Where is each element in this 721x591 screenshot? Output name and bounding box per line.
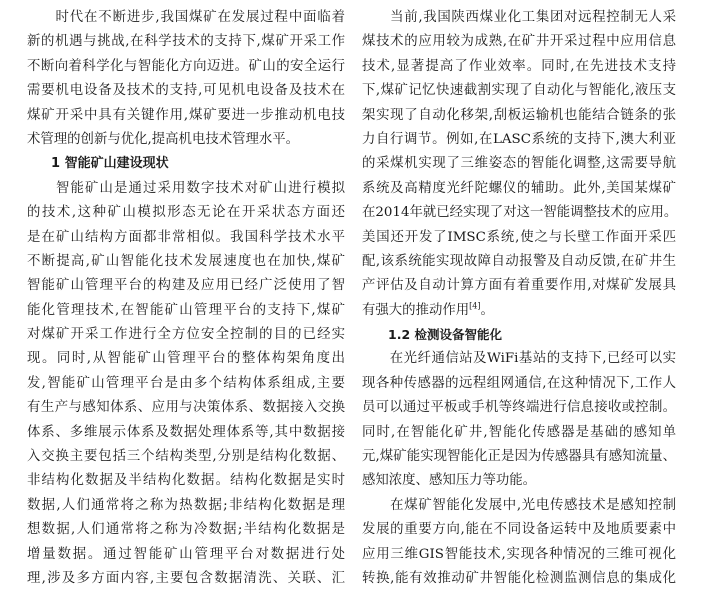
text-line: 对煤矿开采工作进行全方位安全控制的目的已经实 bbox=[27, 327, 345, 343]
text-line: 员可以通过平板或手机等终端进行信息接收或控制。 bbox=[362, 400, 676, 416]
right-column bbox=[362, 6, 676, 591]
text-line: 在煤矿智能化发展中,光电传感技术是感知控制 bbox=[362, 497, 676, 513]
text-line: 在光纤通信站及WiFi基站的支持下,已经可以实 bbox=[362, 351, 676, 367]
text-line: 新的机遇与挑战,在科学技术的支持下,煤矿开采工作 bbox=[27, 34, 345, 50]
left-column bbox=[27, 6, 345, 591]
text-line: 在2014年就已经实现了对这一智能调整技术的应用。 bbox=[362, 205, 678, 221]
text-line: 转换,能有效推动矿井智能化检测监测信息的集成化 bbox=[362, 570, 676, 586]
text-line: 时代在不断进步,我国煤矿在发展过程中面临着 bbox=[27, 10, 345, 25]
text-line: 应用三维GIS智能技术,实现各种情况的三维可视化 bbox=[362, 546, 676, 562]
text-line: 是在矿山结构方面都非常相似。我国科学技术水平 bbox=[27, 229, 345, 245]
section-heading: 1 智能矿山建设现状 bbox=[51, 156, 169, 172]
text-line: 体系、多维展示体系及数据处理体系等,其中数据接 bbox=[27, 424, 345, 440]
text-line bbox=[362, 299, 676, 323]
text-line: 发,智能矿山管理平台是由多个结构体系组成,主要 bbox=[27, 375, 345, 391]
text-line: 配,该系统能实现故障自动报警及自动反馈,在矿井生 bbox=[362, 253, 676, 269]
text-line: 智能矿山是通过采用数字技术对矿山进行模拟 bbox=[27, 180, 345, 196]
text-line: 元,煤矿能实现智能化正是因为传感器具有感知流量、 bbox=[362, 449, 676, 465]
text-line: 发展的重要方向,能在不同设备运转中及地质要素中 bbox=[362, 522, 676, 538]
text-line: 理,涉及多方面内容,主要包含数据清洗、关联、汇 bbox=[27, 570, 345, 586]
text-line: 同时,在智能化矿井,智能化传感器是基础的感知单 bbox=[362, 424, 676, 440]
text-line: 增量数据。通过智能矿山管理平台对数据进行处 bbox=[27, 546, 345, 562]
text-line: 煤技术的应用较为成熟,在矿井开采过程中应用信息 bbox=[362, 34, 676, 50]
text-line: 现。同时,从智能矿山管理平台的整体构架角度出 bbox=[27, 351, 345, 367]
text-line: 技术,显著提高了作业效率。同时,在先进技术支持 bbox=[362, 58, 676, 74]
text-line: 煤矿开采中具有关键作用,煤矿要进一步推动机电技 bbox=[27, 107, 345, 123]
text-line: 下,煤矿记忆快速截割实现了自动化与智能化,液压支 bbox=[362, 83, 676, 99]
text-line-end: 。 bbox=[480, 302, 494, 318]
text-line: 术管理的创新与优化,提高机电技术管理水平。 bbox=[27, 131, 300, 147]
text-line: 有生产与感知体系、应用与决策体系、数据接入交换 bbox=[27, 400, 345, 416]
text-line: 数据,人们通常将之称为热数据;非结构化数据是理 bbox=[27, 497, 345, 513]
text-line: 智能矿山管理平台的构建及应用已经广泛使用了智 bbox=[27, 278, 345, 294]
text-line: 感知浓度、感知压力等功能。 bbox=[362, 473, 537, 489]
text-line: 美国还开发了IMSC系统,使之与长壁工作面开采匹 bbox=[362, 229, 676, 245]
text-line: 需要机电设备及技术的支持,可见机电设备及技术在 bbox=[27, 83, 345, 99]
text-line: 不断提高,矿山智能化技术发展速度也在加快,煤矿 bbox=[27, 253, 345, 269]
section-heading: 1.2 检测设备智能化 bbox=[388, 327, 502, 343]
text-line: 当前,我国陕西煤业化工集团对远程控制无人采 bbox=[362, 10, 676, 25]
text-line-content: 有强大的推动作用 bbox=[362, 302, 470, 318]
text-line: 能化管理技术,在智能矿山管理平台的支持下,煤矿 bbox=[27, 302, 345, 318]
text-line: 力自行调节。例如,在LASC系统的支持下,澳大利亚 bbox=[362, 131, 676, 147]
text-line: 不断向着科学化与智能化方向迈进。矿山的安全运行 bbox=[27, 58, 345, 74]
text-line: 入交换主要包括三个结构类型,分别是结构化数据、 bbox=[27, 449, 345, 465]
text-line: 的技术,这种矿山模拟形态无论在开采状态方面还 bbox=[27, 205, 345, 221]
text-line: 想数据,人们通常将之称为冷数据;半结构化数据是 bbox=[27, 522, 345, 538]
text-line: 产评估及自动计算方面有着重要作用,对煤矿发展具 bbox=[362, 278, 676, 294]
text-line: 的采煤机实现了三维姿态的智能化调整,这需要导航 bbox=[362, 156, 676, 172]
text-line: 系统及高精度光纤陀螺仪的辅助。此外,美国某煤矿 bbox=[362, 180, 676, 196]
citation-reference: [4] bbox=[469, 301, 481, 311]
text-line: 非结构化数据及半结构化数据。结构化数据是实时 bbox=[27, 473, 345, 489]
text-line: 现各种传感器的远程组网通信,在这种情况下,工作人 bbox=[362, 375, 676, 391]
text-line: 架实现了自动化移架,刮板运输机也能结合链条的张 bbox=[362, 107, 676, 123]
